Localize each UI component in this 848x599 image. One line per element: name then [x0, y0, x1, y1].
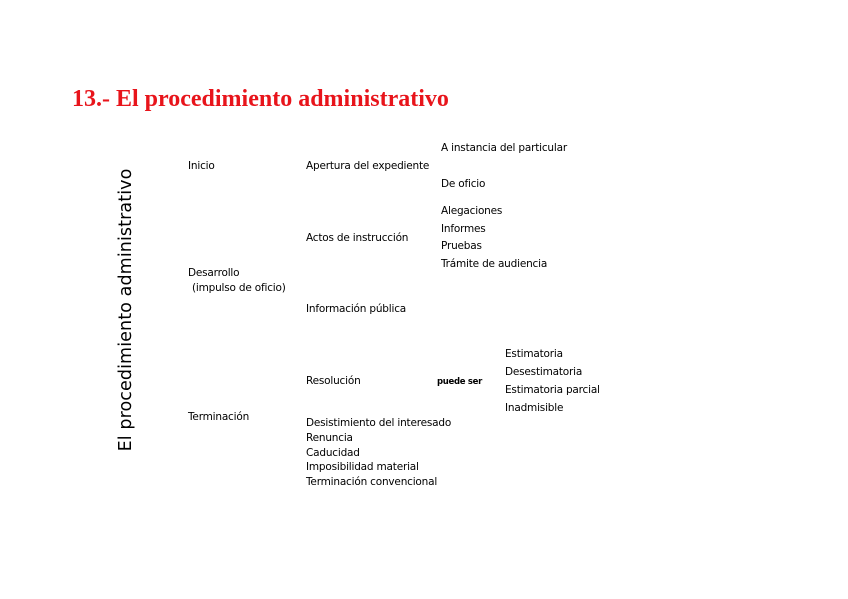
step-informacion-publica: Información pública: [306, 303, 407, 315]
connector-puede-ser: puede ser: [437, 377, 483, 387]
list-item: Renuncia: [306, 431, 353, 444]
phase-inicio: Inicio: [188, 160, 215, 172]
phase-desarrollo: Desarrollo: [188, 267, 240, 279]
list-item: Estimatoria parcial: [505, 384, 600, 396]
step-apertura: Apertura del expediente: [306, 160, 430, 172]
mode-instancia: A instancia del particular: [441, 142, 567, 154]
list-item: Informes: [441, 222, 486, 235]
step-actos-instruccion: Actos de instrucción: [306, 232, 409, 244]
vertical-label: El procedimiento administrativo: [116, 168, 136, 452]
list-item: Alegaciones: [441, 205, 503, 217]
list-item: Caducidad: [306, 446, 360, 459]
list-item: Terminación convencional: [306, 476, 438, 489]
resolution-outcomes-list: [505, 345, 600, 417]
list-item: Pruebas: [441, 240, 482, 253]
list-item: Estimatoria: [505, 348, 563, 360]
list-item: Trámite de audiencia: [441, 257, 548, 270]
list-item: Desistimiento del interesado: [306, 417, 452, 429]
list-item: Desestimatoria: [505, 366, 583, 378]
list-item: Inadmisible: [505, 402, 564, 414]
mode-oficio: De oficio: [441, 178, 486, 190]
page-title: 13.- El procedimiento administrativo: [72, 86, 449, 112]
phase-terminacion: Terminación: [188, 411, 250, 423]
phase-desarrollo-note: (impulso de oficio): [192, 282, 286, 294]
step-resolucion: Resolución: [306, 375, 361, 387]
list-item: Imposibilidad material: [306, 461, 419, 474]
other-termination-list: [306, 416, 451, 490]
instruction-acts-list: [441, 203, 547, 273]
